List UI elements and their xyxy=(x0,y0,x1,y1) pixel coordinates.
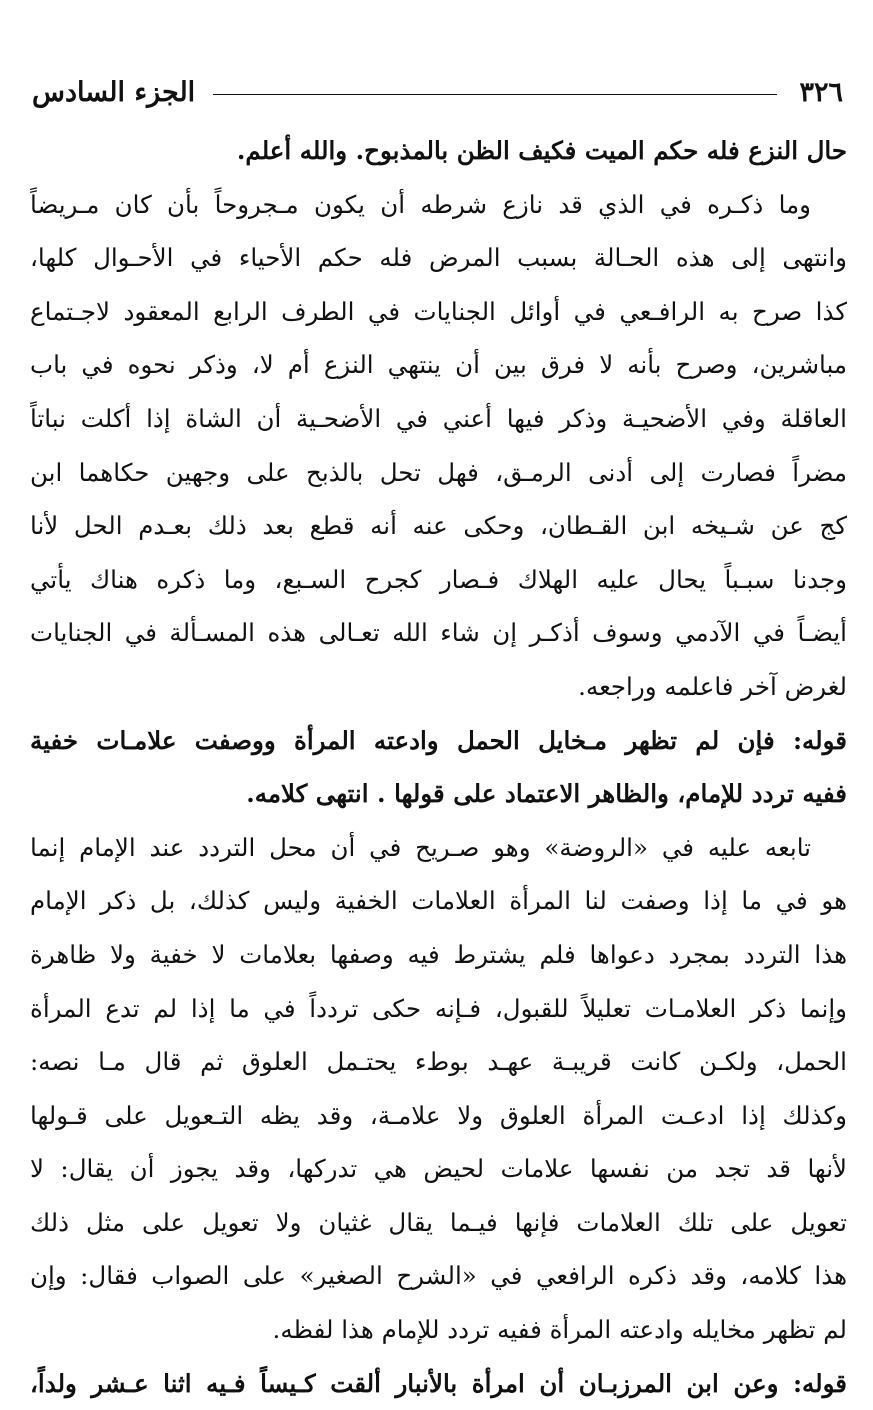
text-line: قوله: فإن لم تظهر مـخايل الحمل وادعته المرأة ووصفت علامـات خفية xyxy=(30,725,847,755)
text-line: لغرض آخر فاعلمه وراجعه. xyxy=(578,671,847,701)
text-line: هو في ما إذا وصفت لنا المرأة العلامات الخفية وليس كذلك، بل ذكر الإمام xyxy=(30,886,847,916)
text-line: هذا التردد بمجرد دعواها فلم يشترط فيه وصفها بعلامات لا خفية ولا ظاهرة xyxy=(30,939,847,969)
volume-title: الجزء السادس xyxy=(32,76,196,108)
body-text xyxy=(30,124,847,1410)
text-line: الحمل، ولكـن كانت قريبـة عهـد بوطء يحتـمل العلوق ثم قال مـا نصه: xyxy=(30,1047,847,1077)
text-line: مباشرين، وصرح بأنه لا فرق بين أن ينتهي النزع أم لا، وذكر نحوه في باب xyxy=(30,350,847,380)
text-line: حال النزع فله حكم الميت فكيف الظن بالمذبوح. والله أعلم. xyxy=(236,136,847,165)
text-line: وانتهى إلى هذه الحـالة بسبب المرض فله حكم الأحياء في الأحـوال كلها، xyxy=(30,243,847,273)
page-number: ٣٢٦ xyxy=(799,76,843,108)
header-rule xyxy=(213,94,777,95)
text-line: هذا كلامه، وقد ذكره الرافعي في «الشرح الصغير» على الصواب فقال: وإن xyxy=(30,1261,847,1291)
text-line: وما ذكـره في الذي قد نازع شرطه أن يكون مـجروحاً بأن كان مـريضاً xyxy=(30,189,811,219)
text-line: كج عن شـيخه ابن القـطان، وحكى عنه أنه قطع بعد ذلك بعـدم الحل لأنا xyxy=(30,511,847,541)
text-line: وإنما ذكر العلامـات تعليلاً للقبول، فـإنه حكى تردداً في ما إذا لم تدع المرأة xyxy=(30,993,847,1023)
text-line: تابعه عليه في «الروضة» وهو صـريح في أن محل التردد عند الإمام إنما xyxy=(30,832,811,862)
text-line: لم تظهر مخايله وادعته المرأة ففيه تردد للإمام هذا لفظه. xyxy=(272,1315,847,1345)
running-head xyxy=(32,70,843,114)
text-line: كذا صرح به الرافـعي في أوائل الجنايات في الطرف الرابع المعقود لاجـتماع xyxy=(30,296,847,326)
text-line: تعويل على تلك العلامات فإنها فيـما يقال غثيان ولا تعويل على مثل ذلك xyxy=(30,1207,847,1237)
text-line: وكذلك إذا ادعـت المرأة العلوق ولا علامـة، وقد يظه التـعويل على قـولها xyxy=(30,1100,847,1130)
text-line: لأنها قد تجد من نفسها علامات لحيض هي تدركها، وقد يجوز أن يقال: لا xyxy=(30,1154,847,1184)
text-line: وجدنا سبـباً يحال عليه الهلاك فـصار كجرح السـبع، وما ذكره هناك يأتي xyxy=(30,564,847,594)
text-line: قوله: وعن ابن المرزبـان أن امرأة بالأنبار ألقت كـيساً فـيه اثنا عـشر ولداً، xyxy=(30,1368,847,1398)
text-line: أيضـاً في الآدمي وسوف أذكـر إن شاء الله تعـالى هذه المسـألة في الجنايات xyxy=(30,618,847,648)
text-line: ففيه تردد للإمام، والظاهر الاعتماد على قولها . انتهى كلامه. xyxy=(246,779,847,809)
text-line: مضراً فصارت إلى أدنى الرمـق، فهل تحل بالذبح على وجهين حكاهما ابن xyxy=(30,457,847,487)
text-line: العاقلة وفي الأضحيـة وذكر فيها أعني في الأضحـية أن الشاة إذا أكلت نباتاً xyxy=(30,403,847,433)
